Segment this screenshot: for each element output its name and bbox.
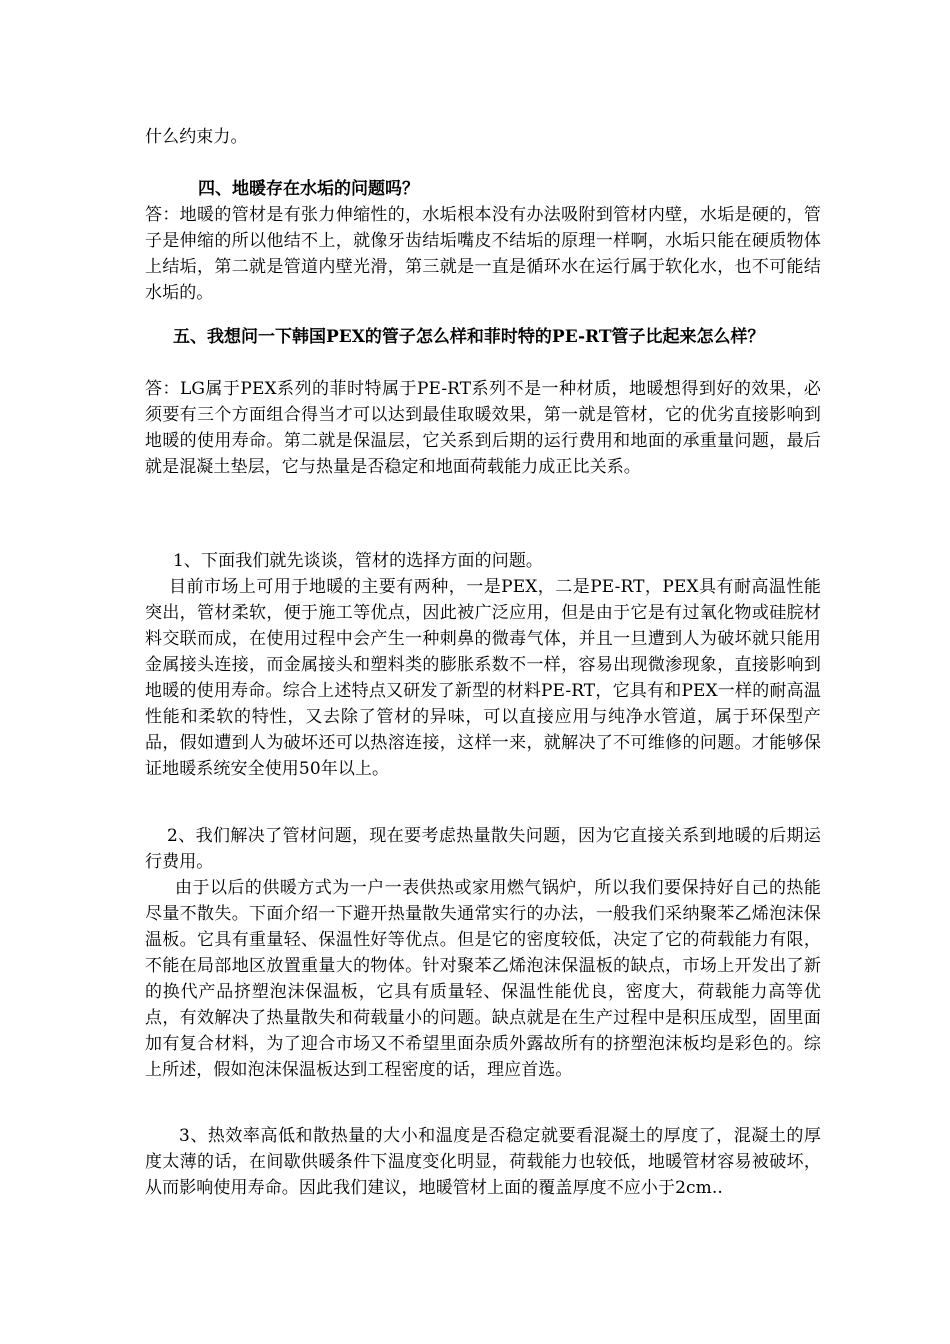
q4-answer: 答：地暖的管材是有张力伸缩性的，水垢根本没有办法吸附到管材内壁，水垢是硬的，管子是伸缩的所以他结不上，就像牙齿结垢嘴皮不结垢的原理一样啊，水垢只能在硬质物体上结垢，第二就是管道内壁光滑，第三就是一直是循环水在运行属于软化水，也不可能结水垢的。 [145,205,821,303]
q5-heading: 五、我想问一下韩国PEX的管子怎么样和菲时特的PE-RT管子比起来怎么样？ [173,327,765,347]
section2-body: 由于以后的供暖方式为一户一表供热或家用燃气锅炉，所以我们要保持好自己的热能尽量不散失。下面介绍一下避开热量散失通常实行的办法，一般我们采纳聚苯乙烯泡沫保温板。它具有重量轻、保温性好等优点。但是它的密度较低，决定了它的荷载能力有限，不能在局部地区放置重量大的物体。针对聚苯乙烯泡沫保温板的缺点，市场上开发出了新的换代产品挤塑泡沫保温板，它具有质量轻、保温性能优良，密度大，荷载能力高等优点，有效解决了热量散失和荷载量小的问题。缺点就是在生产过程中是积压成型，固里面加有复合材料，为了迎合市场又不希望里面杂质外露故所有的挤塑泡沫板均是彩色的。综上所述，假如泡沫保温板达到工程密度的话，理应首选。 [145,878,821,1080]
q4-heading: 四、地暖存在水垢的问题吗？ [198,179,419,199]
section1-heading: 1、下面我们就先谈谈，管材的选择方面的问题。 [173,551,544,571]
section3-body: 3、热效率高低和散热量的大小和温度是否稳定就要看混凝土的厚度了，混凝土的厚度太薄的话，在间歇供暖条件下温度变化明显，荷载能力也较低，地暖管材容易被破坏，从而影响使用寿命。因此我们建议，地暖管材上面的覆盖厚度不应小于2cm.. [145,1126,821,1198]
section1-body: 目前市场上可用于地暖的主要有两种，一是PEX，二是PE-RT，PEX具有耐高温性能突出，管材柔软，便于施工等优点，因此被广泛应用，但是由于它是有过氧化物或硅脘材料交联而成，在使用过程中会产生一种刺鼻的微毒气体，并且一旦遭到人为破坏就只能用金属接头连接，而金属接头和塑料类的膨胀系数不一样，容易出现微渗现象，直接影响到地暖的使用寿命。综合上述特点又研发了新型的材料PE-RT，它具有和PEX一样的耐高温性能和柔软的特性，又去除了管材的异味，可以直接应用与纯净水管道，属于环保型产品，假如遭到人为破坏还可以热溶连接，这样一来，就解决了不可维修的问题。才能够保证地暖系统安全使用50年以上。 [145,577,821,779]
continuation-text: 什么约束力。 [145,127,248,147]
section2-heading: 2、我们解决了管材问题，现在要考虑热量散失问题，因为它直接关系到地暖的后期运行费用。 [145,826,821,872]
q5-answer: 答：LG属于PEX系列的菲时特属于PE-RT系列不是一种材质，地暖想得到好的效果，必须要有三个方面组合得当才可以达到最佳取暖效果，第一就是管材，它的优劣直接影响到地暖的使用寿命。第二就是保温层，它关系到后期的运行费用和地面的承重量问题，最后就是混凝土垫层，它与热量是否稳定和地面荷载能力成正比关系。 [145,379,821,477]
